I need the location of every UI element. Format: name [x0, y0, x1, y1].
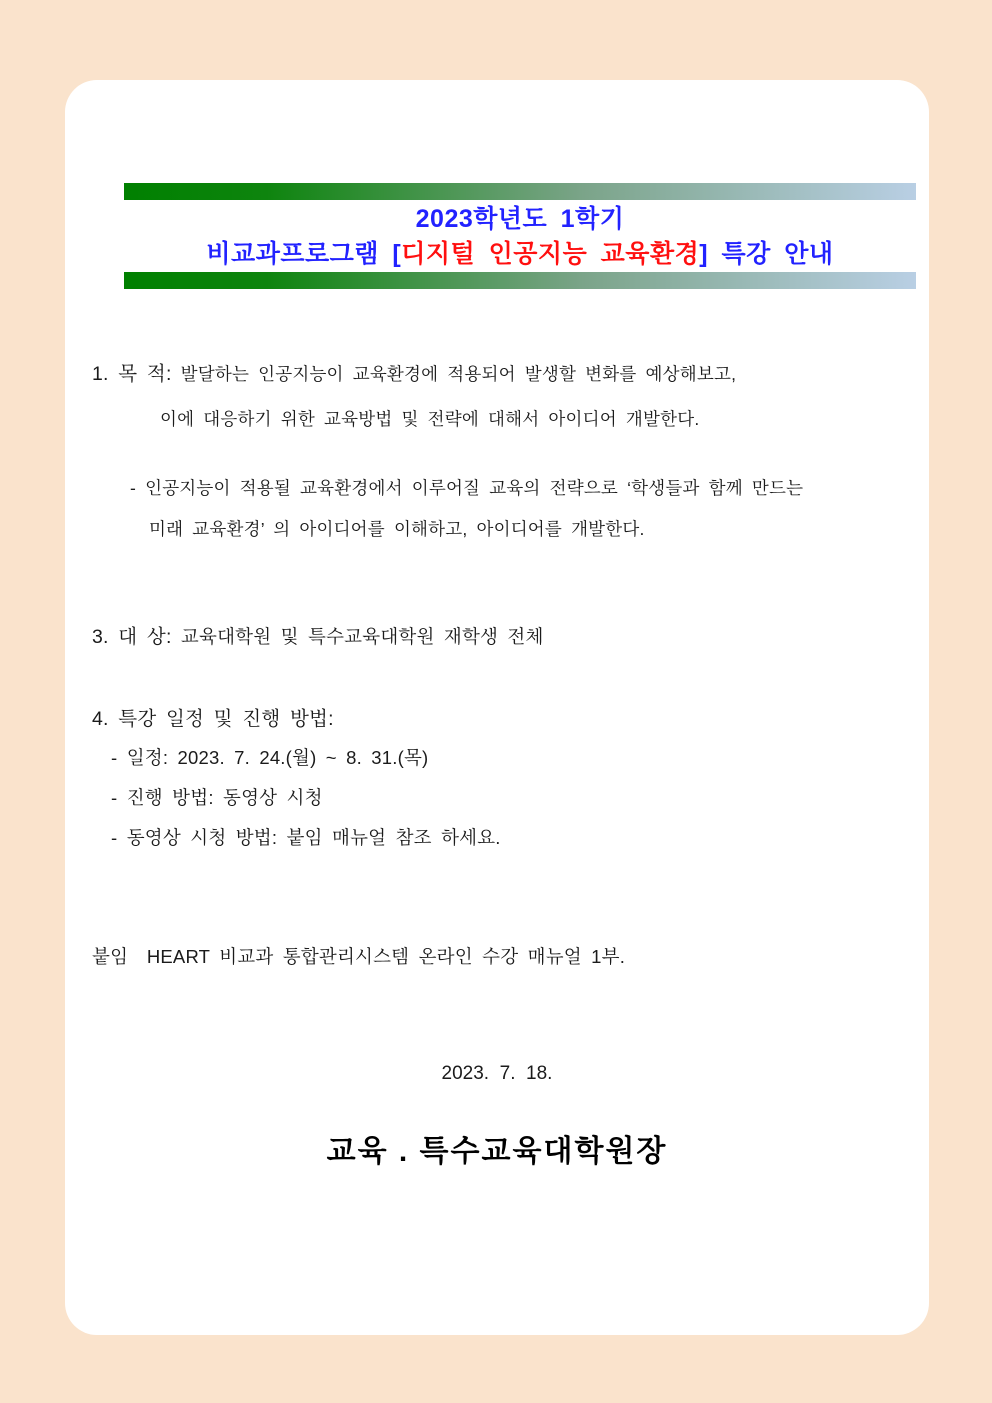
title-line2-highlight: 디지털 인공지능 교육환경	[401, 240, 700, 268]
purpose-bullet-line2: 미래 교육환경’ 의 아이디어를 이해하고, 아이디어를 개발한다.	[149, 519, 645, 539]
schedule-item-viewing: - 동영상 시청 방법: 붙임 매뉴얼 참조 하세요.	[111, 827, 501, 848]
document-title-line2	[124, 234, 916, 270]
purpose-text-line2: 이에 대응하기 위한 교육방법 및 전략에 대해서 아이디어 개발한다.	[160, 409, 700, 429]
schedule-heading: 4. 특강 일정 및 진행 방법:	[92, 708, 334, 730]
schedule-item-date: - 일정: 2023. 7. 24.(월) ~ 8. 31.(목)	[111, 747, 429, 768]
header-gradient-bar-top	[124, 183, 916, 200]
document-title-line1: 2023학년도 1학기	[415, 205, 625, 233]
attachment-line: 붙임 HEART 비교과 통합관리시스템 온라인 수강 매뉴얼 1부.	[92, 946, 626, 967]
schedule-item-method: - 진행 방법: 동영상 시청	[111, 787, 323, 808]
purpose-section-line1	[92, 358, 736, 386]
header-gradient-bar-bottom	[124, 272, 916, 289]
target-heading: 3. 대 상:	[92, 626, 172, 648]
target-section-line	[92, 621, 544, 649]
target-text: 교육대학원 및 특수교육대학원 재학생 전체	[171, 626, 544, 647]
signature-line: 교육 . 특수교육대학원장	[326, 1135, 668, 1168]
document-card	[65, 80, 929, 1335]
purpose-heading: 1. 목 적:	[92, 363, 172, 385]
purpose-bullet-line1: - 인공지능이 적용될 교육환경에서 이루어질 교육의 전략으로 ‘학생들과 함께 만드는	[130, 478, 804, 498]
title-line2-suffix: ] 특강 안내	[699, 240, 834, 268]
document-date: 2023. 7. 18.	[441, 1063, 553, 1084]
purpose-text-line1: 발달하는 인공지능이 교육환경에 적용되어 발생할 변화를 예상해보고,	[171, 364, 737, 384]
title-line2-prefix: 비교과프로그램 [	[206, 240, 402, 268]
